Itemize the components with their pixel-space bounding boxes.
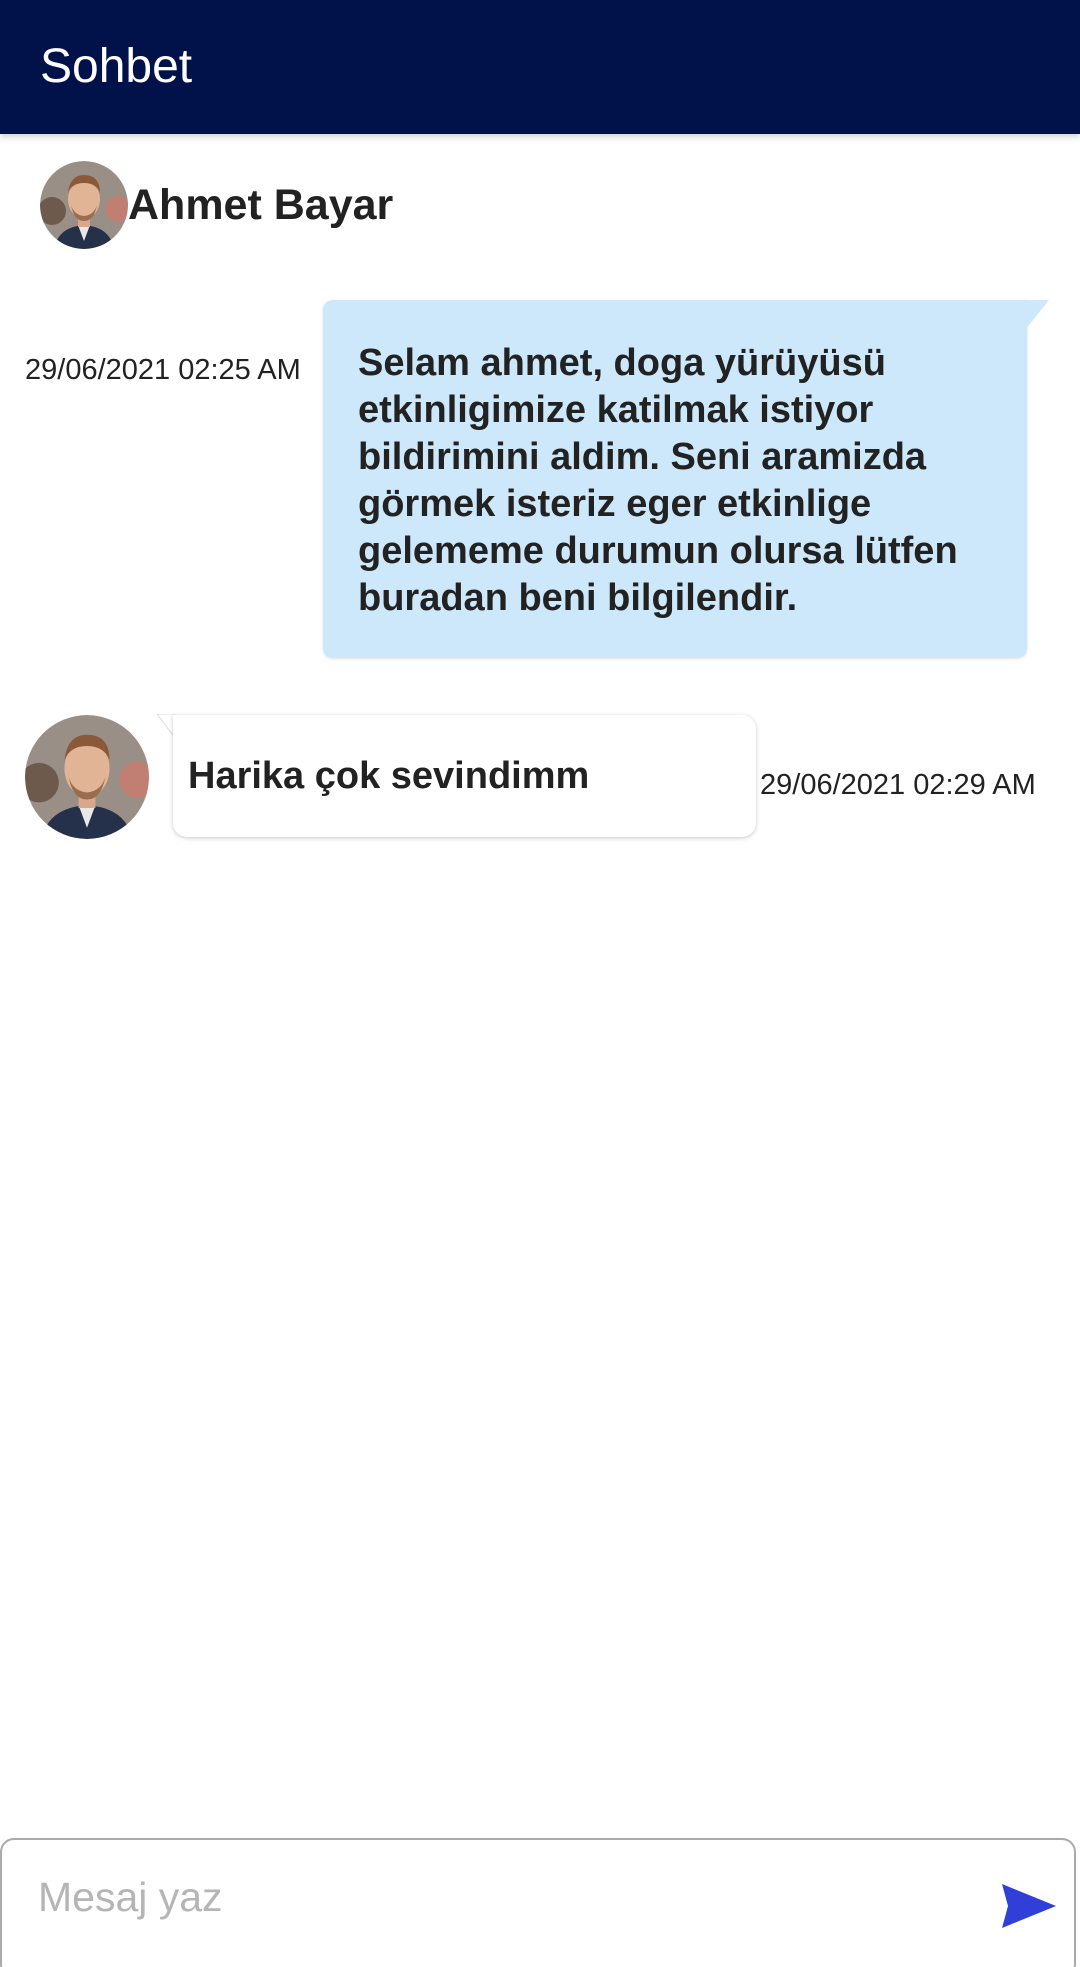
outgoing-message-text: Selam ahmet, doga yürüyüsü etkinligimize katilmak istiyor bildirimini aldim. Seni aramizda görmek isteriz eger etkinlige gelememe durumun olursa lütfen buradan beni bilgilendir.	[358, 342, 958, 619]
message-timestamp: 29/06/2021 02:29 AM	[760, 769, 1036, 801]
sender-avatar[interactable]	[25, 715, 149, 839]
bubble-tail	[1025, 300, 1049, 330]
incoming-message-text: Harika çok sevindimm	[188, 755, 590, 797]
message-input[interactable]	[38, 1862, 938, 1932]
contact-name: Ahmet Bayar	[128, 180, 394, 229]
message-timestamp: 29/06/2021 02:25 AM	[25, 354, 301, 386]
app-bar	[0, 0, 1080, 134]
page-title: Sohbet	[40, 40, 193, 93]
send-icon[interactable]	[998, 1876, 1058, 1936]
bubble-tail	[155, 714, 175, 738]
contact-avatar[interactable]	[40, 161, 128, 249]
contact-header[interactable]	[40, 160, 393, 250]
message-composer	[0, 1838, 1076, 1967]
